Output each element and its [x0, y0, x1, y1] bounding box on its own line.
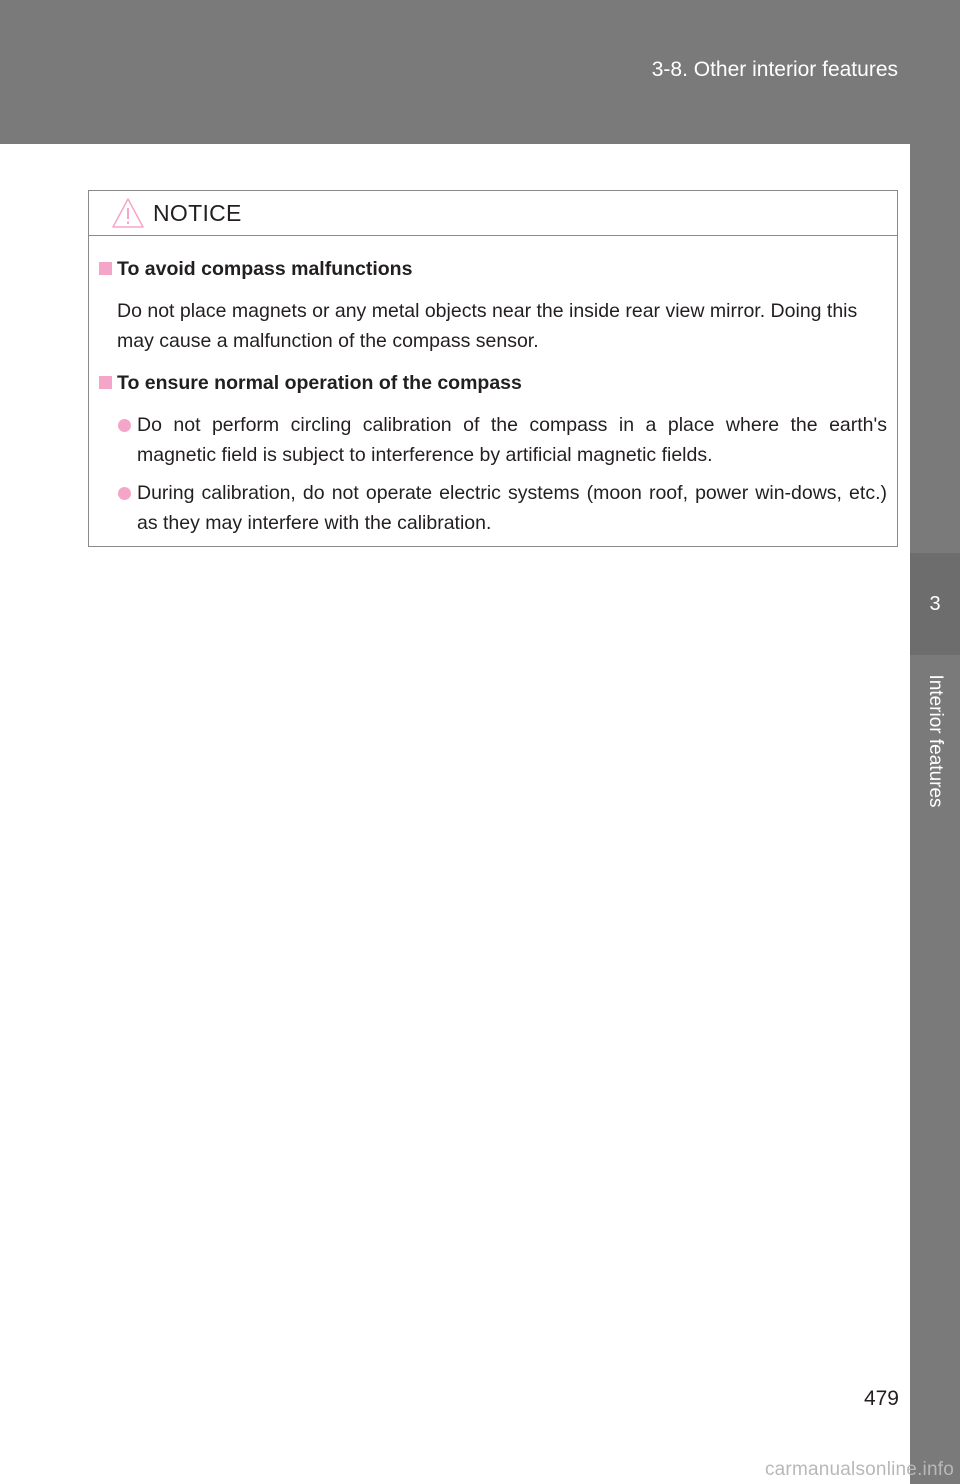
- page-number: 479: [863, 1387, 899, 1410]
- notice-title: NOTICE: [153, 200, 242, 226]
- section-heading: [99, 256, 887, 282]
- section-heading-text: To ensure normal operation of the compass: [117, 372, 522, 394]
- section-heading-text: To avoid compass malfunctions: [117, 258, 413, 280]
- chapter-number-tab: 3: [910, 553, 960, 655]
- list-item: [99, 478, 887, 538]
- square-bullet-icon: [99, 262, 112, 275]
- side-tab: [910, 144, 960, 1484]
- round-bullet-icon: [118, 487, 131, 500]
- list-item: [99, 410, 887, 470]
- list-item-text: Do not perform circling calibration of the compass in a place where the earth's magnetic field is subject to interference by artificial magnetic fields.: [137, 414, 887, 466]
- chapter-label: Interior features: [925, 674, 946, 808]
- section-heading: [99, 370, 887, 396]
- notice-header: [89, 191, 897, 236]
- square-bullet-icon: [99, 376, 112, 389]
- round-bullet-icon: [118, 419, 131, 432]
- notice-box: [88, 190, 898, 547]
- section-title: 3-8. Other interior features: [651, 58, 898, 81]
- section-paragraph: Do not place magnets or any metal objects near the inside rear view mirror. Doing this may cause a malfunction of the compass sensor.: [117, 300, 858, 352]
- list-item-text: During calibration, do not operate electric systems (moon roof, power win-dows, etc.) as they may interfere with the calibration.: [137, 482, 887, 534]
- watermark: carmanualsonline.info: [764, 1459, 954, 1480]
- notice-body: [89, 236, 897, 538]
- warning-triangle-icon: [111, 197, 145, 229]
